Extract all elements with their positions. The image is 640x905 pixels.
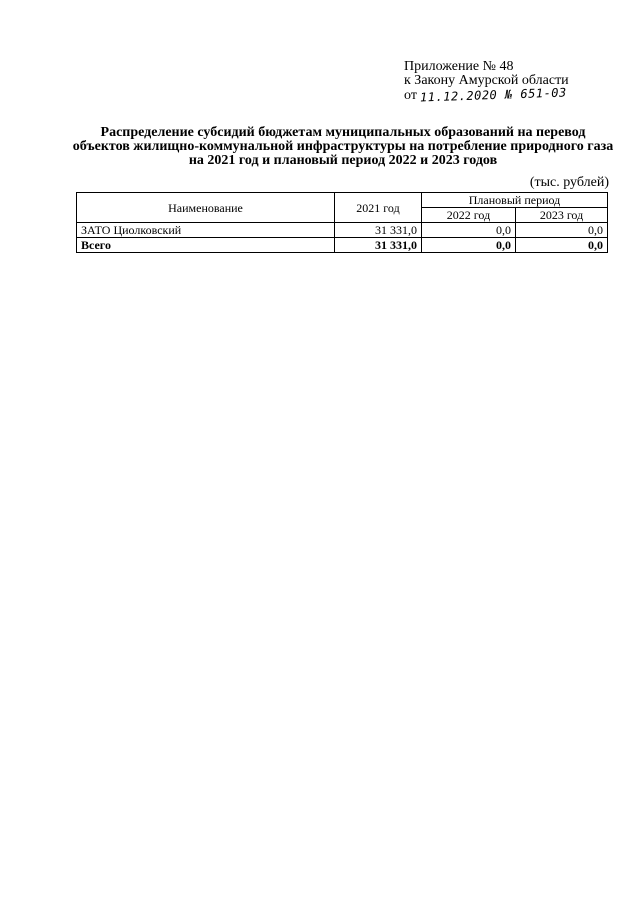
header-name: Наименование (77, 193, 335, 223)
appendix-header (404, 60, 569, 103)
total-2023: 0,0 (516, 238, 608, 253)
appendix-law: к Закону Амурской области (404, 73, 569, 88)
table-row (77, 223, 608, 238)
total-name: Всего (77, 238, 335, 253)
appendix-date-prefix: от (404, 88, 417, 103)
total-2021: 31 331,0 (335, 238, 422, 253)
header-planned: Плановый период (422, 193, 608, 208)
appendix-number: Приложение № 48 (404, 59, 514, 74)
header-2022: 2022 год (422, 208, 516, 223)
table-header-row (77, 193, 608, 208)
units-label: (тыс. рублей) (529, 175, 609, 190)
header-2023: 2023 год (516, 208, 608, 223)
row-name: ЗАТО Циолковский (77, 223, 335, 238)
header-2021: 2021 год (335, 193, 422, 223)
row-2023: 0,0 (516, 223, 608, 238)
total-2022: 0,0 (422, 238, 516, 253)
appendix-date-line (404, 85, 569, 105)
row-2022: 0,0 (422, 223, 516, 238)
subsidy-table (76, 192, 608, 253)
row-2021: 31 331,0 (335, 223, 422, 238)
handwritten-date-number: 11.12.2020 № 651-03 (420, 85, 568, 105)
table-total-row (77, 238, 608, 253)
document-title: Распределение субсидий бюджетам муниципальных образований на перевод объектов жилищно-коммунальной инфраструктуры на потребление природного газа на 2021 год и плановый период 2022 и 2023 годов (72, 125, 614, 168)
